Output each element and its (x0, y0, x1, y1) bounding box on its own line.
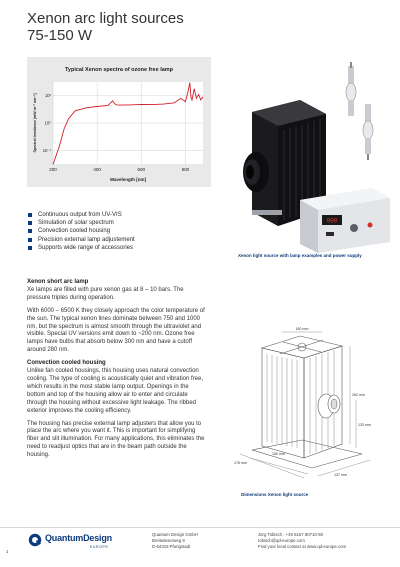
dim-height: 262 mm (352, 393, 365, 397)
lamp-heading: Xenon short arc lamp (27, 279, 89, 285)
feature-list (28, 211, 135, 252)
page-title (27, 10, 184, 44)
company-address: Quantum Design GmbH Breitwieserweg 9 D-64319 Pfungstadt (152, 532, 198, 549)
title-line-2: 75-150 W (27, 27, 93, 44)
body-text (27, 279, 207, 465)
bullet-square-icon (28, 238, 32, 242)
light-source-photo (222, 60, 392, 253)
bullet-square-icon (28, 246, 32, 250)
housing-paragraph-1: Unlike fan cooled housings, this housing uses natural convection cooling. The type of cooling is acoustically quiet and vibration free, which results in the most stable lamp output. Openings in the bottom and top of the housing allow air to enter and circulate through the housing without excessive light leakage. The ribbed exterior improves the cooling efficiency. (27, 368, 203, 414)
display-readout: 000 (326, 217, 338, 225)
footer-divider (0, 527, 400, 528)
x-tick-label: 800 (181, 167, 190, 172)
feature-item: Simulation of solar spectrum (28, 219, 135, 227)
dim-port: 133 mm (358, 423, 371, 427)
feature-item: Convection cooled housing (28, 227, 135, 235)
contact-email-link[interactable]: tobisch@qd-europe.com (258, 538, 305, 543)
y-tick-label: 10⁻¹ (42, 147, 51, 153)
housing-heading: Convection cooled housing (27, 360, 106, 367)
bullet-square-icon (28, 213, 32, 217)
x-ticks (49, 167, 189, 172)
spectrum-chart-panel (27, 57, 211, 187)
dimension-caption: Dimensions Xenon light source (241, 492, 309, 497)
x-tick-label: 200 (49, 167, 57, 172)
housing-paragraph-2: The housing has precise external lamp adjusters that allow you to place the arc where you want it. This is important for simplifying fiber and slit illumination. For many applications, this eliminates the need to readjust optics that are in the beam path outside the housing. (27, 420, 205, 459)
logo-mark-icon (28, 533, 42, 547)
base-plate-drawing (252, 440, 362, 468)
chart-title: Typical Xenon spectra of ozone free lamp (64, 67, 174, 73)
dim-depth-left: 176 mm (234, 461, 247, 465)
dim-width: 150 mm (272, 452, 285, 456)
power-supply-illustration (300, 188, 390, 253)
x-tick-label: 400 (93, 167, 101, 172)
spectrum-chart (27, 57, 211, 187)
output-port-drawing (318, 394, 340, 418)
logo-wordmark: QuantumDesign (45, 533, 112, 543)
feature-item: Supports wide range of accessories (28, 244, 135, 252)
x-axis-label: Wavelength [nm] (109, 177, 147, 182)
contact-info: Jörg Tobisch : +49 6157 80710-50 tobisch@qd-europe.com Find your local contact at www.qd-europe.com (258, 532, 347, 549)
y-tick-label: 10⁰ (44, 120, 51, 126)
feature-item: Precision external lamp adjustement (28, 236, 135, 244)
logo-subtitle: EUROPE (90, 545, 109, 549)
lamp-bulb-illustration (346, 62, 373, 160)
dimension-drawing (222, 318, 392, 490)
photo-caption: Xenon light source with lamp examples and power supply (238, 253, 362, 258)
bullet-square-icon (28, 221, 32, 225)
y-tick-label: 10¹ (44, 93, 51, 99)
feature-item: Continuous output from UV-VIS (28, 211, 135, 219)
local-contact-link[interactable]: Find your local contact at www.qd-europe.com (258, 544, 347, 549)
bullet-square-icon (28, 229, 32, 233)
x-tick-label: 600 (137, 167, 145, 172)
dim-depth-right: 137 mm (334, 473, 347, 477)
title-line-1: Xenon arc light sources (27, 10, 184, 27)
lamp-paragraph-1: Xe lamps are filled with pure xenon gas at 8 – 10 bars. The pressure triples during operation. (27, 286, 184, 301)
y-axis-label: Spectral Irradiance [mW m⁻² nm⁻¹] (33, 93, 37, 153)
y-ticks (43, 93, 52, 153)
dimension-lines (240, 332, 370, 478)
lamp-paragraph-2: With 6000 – 6500 K they closely approach the color temperature of the sun. The typical xenon lines dominate between 750 and 1000 nm, but the spectrum is almost smooth through the ultraviolet and visible. Special UV versions emit down to ~200 nm. Ozone free lamps have bulbs that absorb below 300 nm and have a cutoff around 280 nm. (27, 307, 205, 354)
dim-top: 160 mm (295, 327, 309, 331)
page-number: 1 (6, 549, 9, 554)
